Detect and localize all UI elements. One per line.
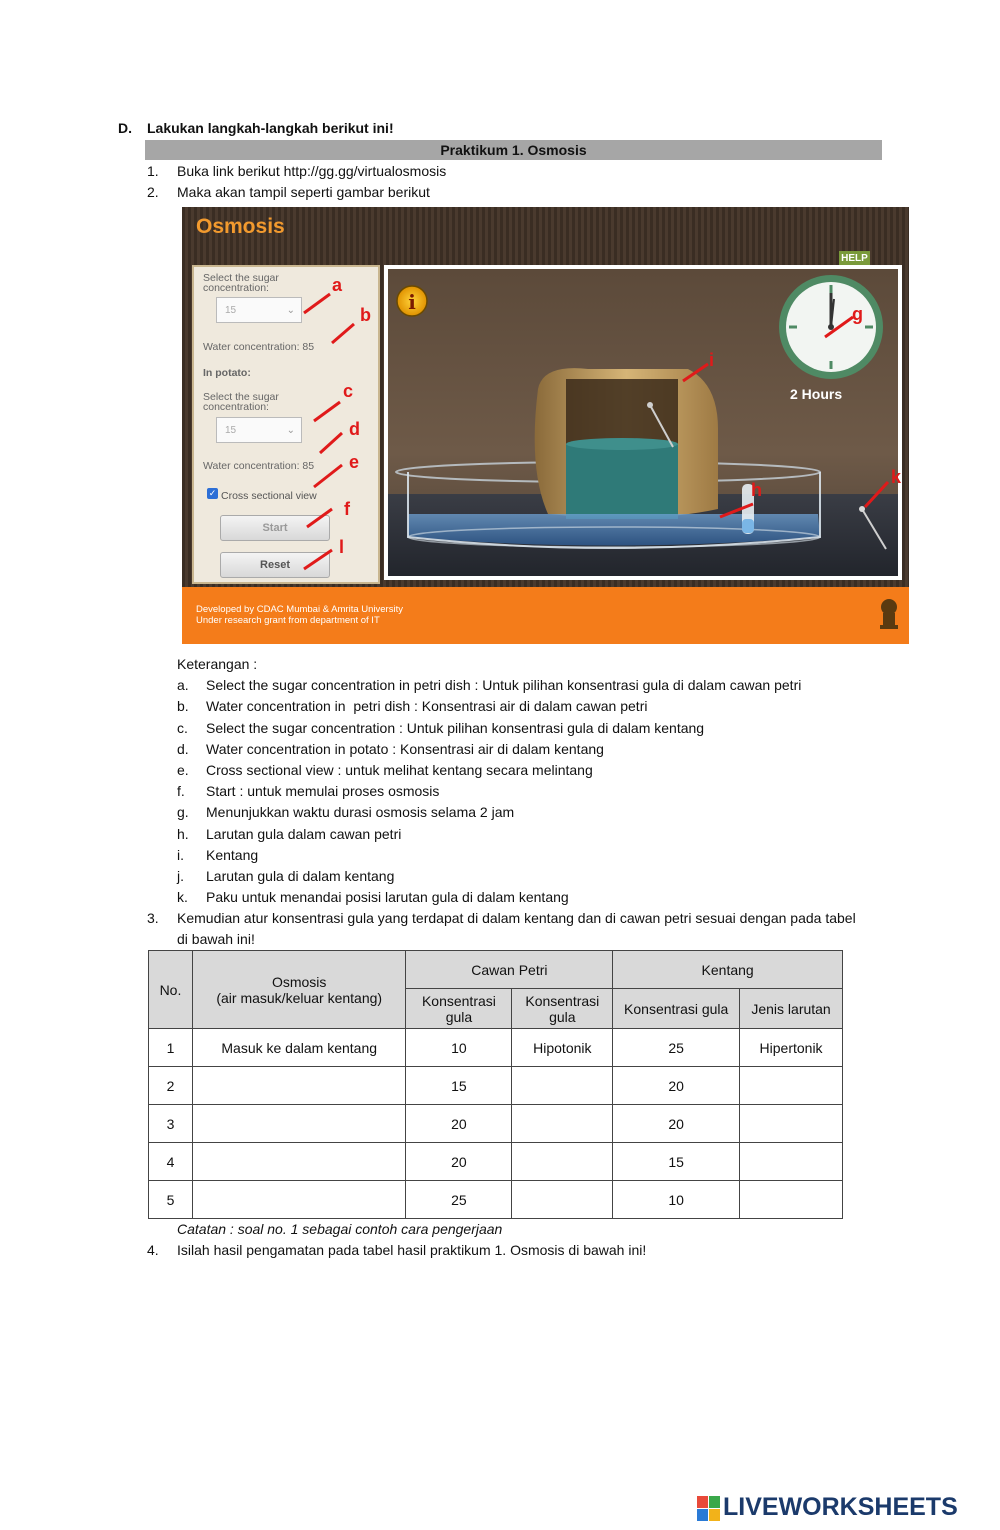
header-text: Konsentrasi <box>421 992 496 1009</box>
cell-cawan-jenis[interactable] <box>512 1181 613 1219</box>
cell-kentang-gula: 25 <box>613 1029 740 1067</box>
sim-footer <box>182 587 909 644</box>
chevron-down-icon: ⌄ <box>286 305 295 316</box>
cell-cawan-gula: 10 <box>406 1029 512 1067</box>
cell-no: 3 <box>149 1105 193 1143</box>
section-title: Lakukan langkah-langkah berikut ini! <box>147 120 394 136</box>
step-number: 2. <box>147 184 159 200</box>
osmosis-simulator-figure <box>182 207 909 644</box>
select-sugar-label-2: concentration: <box>203 282 269 294</box>
cell-no: 2 <box>149 1067 193 1105</box>
header-text: gula <box>549 1008 576 1025</box>
annotation-label-e: e <box>349 452 360 472</box>
sim-title: Osmosis <box>196 215 285 238</box>
header-osmosis-line1: Osmosis <box>271 973 327 990</box>
cell-kentang-jenis[interactable] <box>740 1143 843 1181</box>
cell-kentang-jenis[interactable] <box>740 1067 843 1105</box>
banner-title: Praktikum 1. Osmosis <box>145 140 882 160</box>
cross-section-label: Cross sectional view <box>221 490 317 502</box>
cell-osmosis[interactable] <box>192 1181 406 1219</box>
legend-key: j. <box>177 868 184 884</box>
osmosis-table <box>148 950 843 1219</box>
reset-button[interactable]: Reset <box>220 552 330 578</box>
annotation-label-d: d <box>349 419 360 439</box>
legend-key: g. <box>177 804 189 820</box>
cell-kentang-jenis[interactable] <box>740 1181 843 1219</box>
legend-text: Water concentration in potato : Konsentrasi air di dalam kentang <box>206 741 604 757</box>
step-number: 4. <box>147 1242 159 1258</box>
header-cawan-petri: Cawan Petri <box>406 951 613 989</box>
cell-no: 5 <box>149 1181 193 1219</box>
step-text: Kemudian atur konsentrasi gula yang terdapat di dalam kentang dan di cawan petri sesuai dengan pada tabel <box>177 910 856 926</box>
annotation-label-h: h <box>751 480 762 500</box>
emblem-icon <box>876 595 902 635</box>
legend-key: d. <box>177 741 189 757</box>
legend-key: k. <box>177 889 188 905</box>
header-kentang-konsentrasi-gula: Konsentrasi gula <box>613 989 740 1029</box>
select-sugar-label-2: concentration: <box>203 401 269 413</box>
table-row <box>149 1181 843 1219</box>
annotation-label-a: a <box>332 275 343 295</box>
cell-kentang-jenis[interactable] <box>740 1105 843 1143</box>
legend-text: Select the sugar concentration in petri dish : Untuk pilihan konsentrasi gula di dalam cawan petri <box>206 677 802 693</box>
liveworksheets-watermark: LIVEWORKSHEETS <box>723 1493 958 1521</box>
legend-key: i. <box>177 847 184 863</box>
step-text: Buka link berikut http://gg.gg/virtualosmosis <box>177 163 447 179</box>
header-text: Konsentrasi <box>525 992 600 1009</box>
header-cawan-konsentrasi-gula-2 <box>512 989 613 1029</box>
liveworksheets-logo-icon <box>697 1496 721 1522</box>
header-osmosis <box>192 951 406 1029</box>
cell-no: 4 <box>149 1143 193 1181</box>
cell-cawan-gula: 20 <box>406 1105 512 1143</box>
cell-no: 1 <box>149 1029 193 1067</box>
cell-cawan-jenis[interactable] <box>512 1067 613 1105</box>
water-concentration-potato: Water concentration: 85 <box>203 460 315 472</box>
table-row <box>149 1105 843 1143</box>
cell-osmosis[interactable]: Masuk ke dalam kentang <box>192 1029 406 1067</box>
legend-key: f. <box>177 783 185 799</box>
legend-text: Kentang <box>206 847 259 863</box>
step-text-continued: di bawah ini! <box>177 931 255 947</box>
potato-sugar-value: 15 <box>225 425 237 436</box>
catatan-note: Catatan : soal no. 1 sebagai contoh cara pengerjaan <box>177 1221 503 1237</box>
step-text: Maka akan tampil seperti gambar berikut <box>177 184 430 200</box>
annotation-label-i: i <box>709 350 715 370</box>
cell-kentang-gula: 15 <box>613 1143 740 1181</box>
section-letter: D. <box>118 120 132 136</box>
cell-cawan-jenis[interactable]: Hipotonik <box>512 1029 613 1067</box>
footer-credit-1: Developed by CDAC Mumbai & Amrita University <box>196 604 403 615</box>
cell-osmosis[interactable] <box>192 1143 406 1181</box>
cell-kentang-gula: 10 <box>613 1181 740 1219</box>
legend-text: Water concentration in petri dish : Konsentrasi air di dalam cawan petri <box>206 698 648 714</box>
cell-kentang-gula: 20 <box>613 1067 740 1105</box>
legend-text: Larutan gula dalam cawan petri <box>206 826 402 842</box>
table-row <box>149 1029 843 1067</box>
cell-cawan-gula: 15 <box>406 1067 512 1105</box>
header-osmosis-line2: (air masuk/keluar kentang) <box>216 989 383 1006</box>
cell-cawan-gula: 20 <box>406 1143 512 1181</box>
chevron-down-icon: ⌄ <box>286 425 295 436</box>
footer-credit-2: Under research grant from department of IT <box>196 615 380 626</box>
annotation-label-g: g <box>852 304 863 324</box>
table-row <box>149 1143 843 1181</box>
legend-text: Menunjukkan waktu durasi osmosis selama 2 jam <box>206 804 515 820</box>
water-concentration-petri: Water concentration: 85 <box>203 341 315 353</box>
cell-kentang-gula: 20 <box>613 1105 740 1143</box>
legend-text: Start : untuk memulai proses osmosis <box>206 783 440 799</box>
header-cawan-konsentrasi-gula <box>406 989 512 1029</box>
legend-key: e. <box>177 762 189 778</box>
legend-text: Select the sugar concentration : Untuk pilihan konsentrasi gula di dalam kentang <box>206 720 705 736</box>
cross-section-checkbox[interactable]: ✓ <box>208 488 217 498</box>
svg-text:i: i <box>408 290 416 314</box>
step-number: 3. <box>147 910 159 926</box>
table-row <box>149 1067 843 1105</box>
annotation-label-f: f <box>344 499 350 519</box>
keterangan-title: Keterangan : <box>177 656 258 672</box>
help-button[interactable]: HELP <box>839 251 870 266</box>
header-no: No. <box>149 951 193 1029</box>
cell-cawan-gula: 25 <box>406 1181 512 1219</box>
annotation-label-k: k <box>891 467 902 487</box>
legend-text: Cross sectional view : untuk melihat kentang secara melintang <box>206 762 593 778</box>
legend-key: h. <box>177 826 189 842</box>
annotation-label-c: c <box>343 381 354 401</box>
petri-sugar-value: 15 <box>225 305 237 316</box>
cell-osmosis[interactable] <box>192 1067 406 1105</box>
annotation-label-b: b <box>360 305 371 325</box>
header-kentang: Kentang <box>613 951 843 989</box>
clock-label: 2 Hours <box>790 386 843 402</box>
start-button[interactable]: Start <box>220 515 330 541</box>
legend-key: b. <box>177 698 189 714</box>
header-jenis-larutan: Jenis larutan <box>740 989 843 1029</box>
select-sugar-label: Select the sugar <box>203 272 279 284</box>
cell-osmosis[interactable] <box>192 1105 406 1143</box>
cell-kentang-jenis[interactable]: Hipertonik <box>740 1029 843 1067</box>
cell-cawan-jenis[interactable] <box>512 1143 613 1181</box>
legend-text: Larutan gula di dalam kentang <box>206 868 395 884</box>
select-sugar-label: Select the sugar <box>203 391 279 403</box>
in-potato-label: In potato: <box>203 367 251 379</box>
annotation-label-l: l <box>339 537 345 557</box>
step-text: Isilah hasil pengamatan pada tabel hasil praktikum 1. Osmosis di bawah ini! <box>177 1242 647 1258</box>
cell-cawan-jenis[interactable] <box>512 1105 613 1143</box>
annotation-arrows <box>182 207 909 644</box>
legend-key: a. <box>177 677 189 693</box>
header-text: gula <box>445 1008 473 1025</box>
legend-text: Paku untuk menandai posisi larutan gula di dalam kentang <box>206 889 569 905</box>
step-number: 1. <box>147 163 159 179</box>
legend-key: c. <box>177 720 188 736</box>
